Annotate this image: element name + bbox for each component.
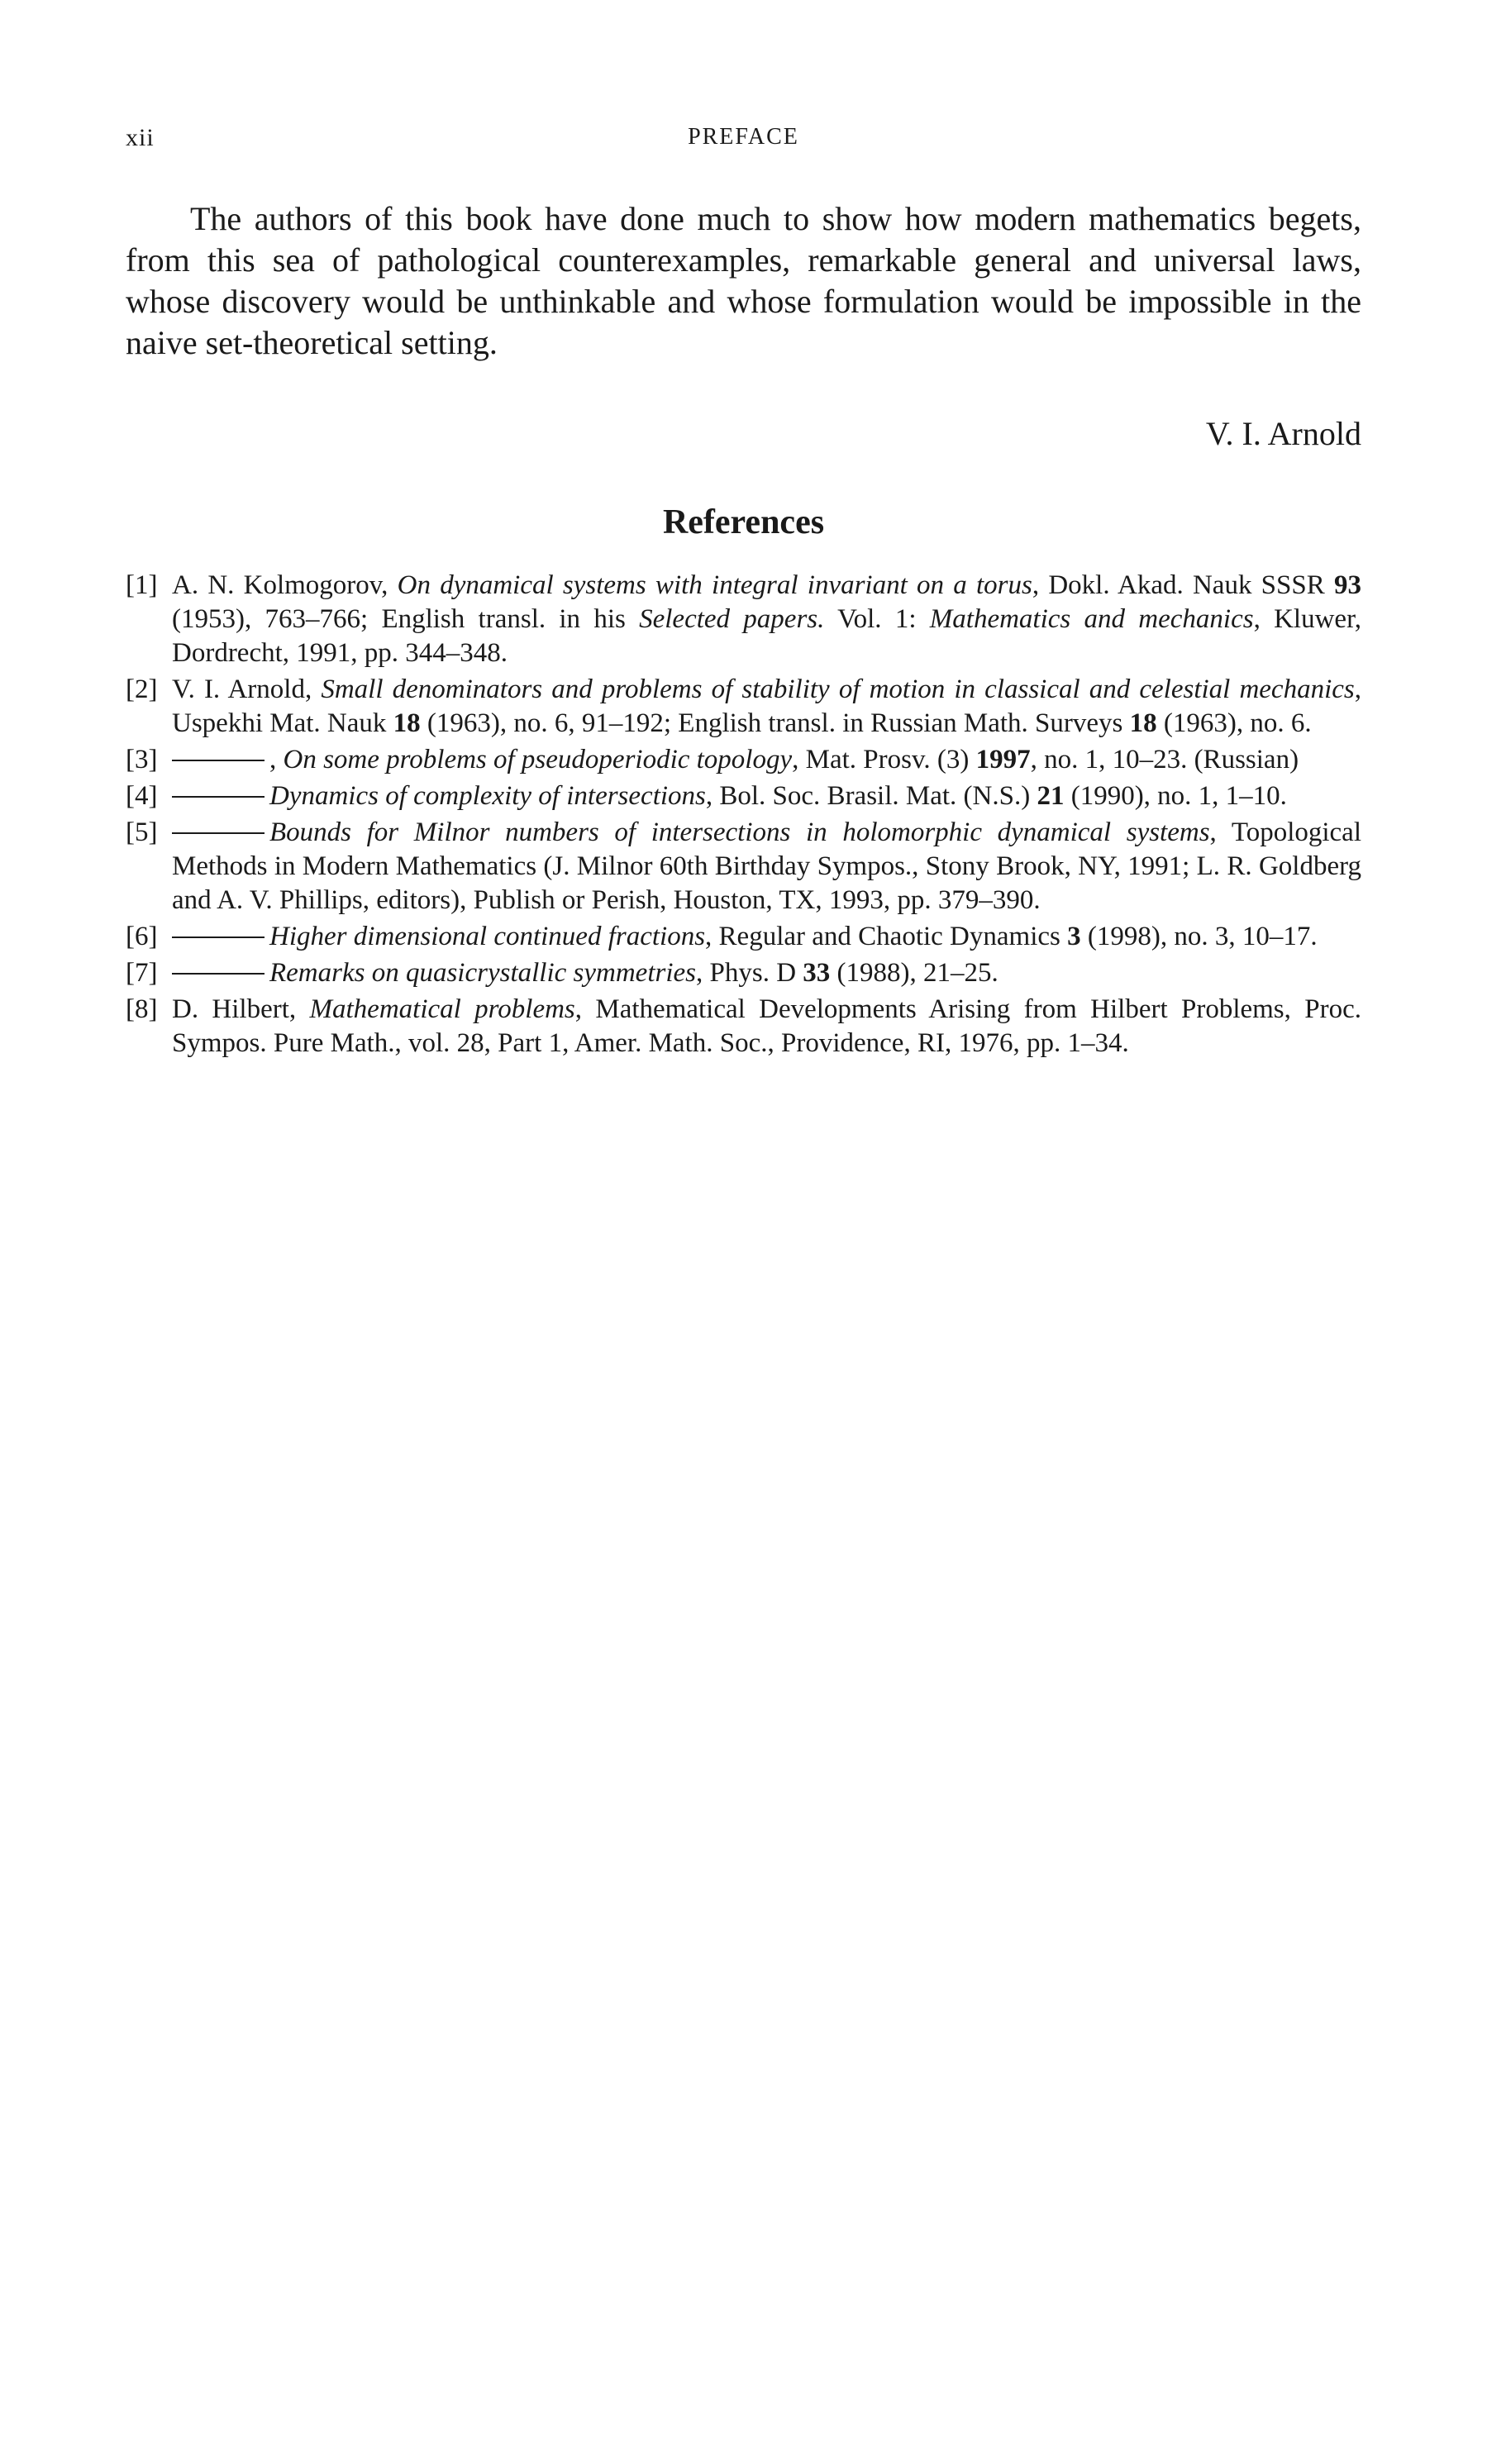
reference-title: Small denominators and problems of stability of motion in classical and celestial mechanics bbox=[321, 674, 1355, 704]
reference-author: D. Hilbert, bbox=[172, 994, 310, 1024]
reference-number: [8] bbox=[126, 994, 158, 1024]
reference-item bbox=[126, 956, 1361, 990]
reference-text bbox=[172, 993, 1361, 1060]
reference-title: On dynamical systems with integral invariant on a torus bbox=[397, 570, 1032, 600]
reference-source: , Mat. Prosv. (3) bbox=[792, 745, 976, 774]
reference-title: Dynamics of complexity of intersections bbox=[269, 781, 706, 811]
reference-title: Higher dimensional continued fractions bbox=[269, 922, 706, 951]
reference-volume: 33 bbox=[803, 958, 831, 988]
reference-source: (1988), 21–25. bbox=[830, 958, 998, 988]
ditto-dash bbox=[172, 760, 265, 761]
reference-item bbox=[126, 779, 1361, 813]
reference-source: (1963), no. 6, 91–192; English transl. in Russian Math. Surveys bbox=[420, 708, 1130, 738]
reference-number: [4] bbox=[126, 781, 158, 811]
reference-source: , Bol. Soc. Brasil. Mat. (N.S.) bbox=[705, 781, 1037, 811]
reference-number: [3] bbox=[126, 745, 158, 774]
reference-volume: 18 bbox=[1129, 708, 1157, 738]
references-list bbox=[126, 569, 1361, 1063]
reference-number: [2] bbox=[126, 674, 158, 704]
reference-author: A. N. Kolmogorov, bbox=[172, 570, 398, 600]
reference-item bbox=[126, 993, 1361, 1060]
reference-item bbox=[126, 743, 1361, 777]
ditto-dash bbox=[172, 973, 265, 975]
reference-author: V. I. Arnold, bbox=[172, 674, 322, 704]
reference-source: , Phys. D bbox=[696, 958, 803, 988]
reference-source: , Dokl. Akad. Nauk SSSR bbox=[1032, 570, 1334, 600]
reference-volume: 3 bbox=[1067, 922, 1081, 951]
author-signature: V. I. Arnold bbox=[1205, 415, 1361, 452]
reference-book-subtitle: Mathematics and mechanics bbox=[929, 604, 1254, 634]
reference-volume: 21 bbox=[1037, 781, 1065, 811]
reference-volume: 1997 bbox=[975, 745, 1031, 774]
reference-title: Remarks on quasicrystallic symmetries bbox=[269, 958, 696, 988]
preface-paragraph: The authors of this book have done much to show how modern mathematics begets, from this sea of pathological counterexamples, remarkable general and universal laws, whose discovery would be unthinkable and whose formulation would be impossible in the naive set-theoretical setting. bbox=[126, 200, 1361, 361]
reference-book-title: Selected papers. bbox=[639, 604, 825, 634]
reference-text bbox=[172, 779, 1361, 813]
reference-number: [1] bbox=[126, 570, 158, 600]
reference-source: , Kluwer, Dordrecht, 1991, pp. 344–348. bbox=[172, 604, 1361, 668]
reference-source: , no. 1, 10–23. (Russian) bbox=[1030, 745, 1299, 774]
reference-text bbox=[172, 816, 1361, 917]
reference-text bbox=[172, 569, 1361, 670]
reference-source: , Uspekhi Mat. Nauk bbox=[172, 674, 1361, 738]
reference-item bbox=[126, 569, 1361, 670]
reference-title: Bounds for Milnor numbers of intersections in holomorphic dynamical systems bbox=[269, 817, 1210, 847]
reference-text bbox=[172, 673, 1361, 741]
reference-source: (1990), no. 1, 1–10. bbox=[1064, 781, 1287, 811]
reference-source: (1998), no. 3, 10–17. bbox=[1080, 922, 1318, 951]
reference-text bbox=[172, 920, 1361, 954]
reference-volume: 18 bbox=[393, 708, 421, 738]
reference-source: (1963), no. 6. bbox=[1156, 708, 1312, 738]
reference-source: Vol. 1: bbox=[824, 604, 930, 634]
references-title: References bbox=[662, 503, 825, 541]
reference-item bbox=[126, 673, 1361, 741]
reference-item bbox=[126, 920, 1361, 954]
running-head: PREFACE bbox=[688, 124, 799, 150]
ditto-dash bbox=[172, 832, 265, 834]
reference-number: [6] bbox=[126, 922, 158, 951]
reference-title: Mathematical problems bbox=[309, 994, 575, 1024]
reference-source: , Topological Methods in Modern Mathematics (J. Milnor 60th Birthday Sympos., Stony Brook, NY, 1991; L. R. Goldberg and A. V. Phillips, editors), Publish or Perish, Houston, TX, 1993, pp. 379–390. bbox=[172, 817, 1361, 915]
reference-item bbox=[126, 816, 1361, 917]
page-header bbox=[126, 124, 1361, 157]
reference-text bbox=[172, 956, 1361, 990]
reference-volume: 93 bbox=[1333, 570, 1361, 600]
reference-source: (1953), 763–766; English transl. in his bbox=[172, 604, 640, 634]
reference-separator: , bbox=[269, 745, 284, 774]
reference-title: On some problems of pseudoperiodic topology bbox=[283, 745, 793, 774]
reference-source: , Regular and Chaotic Dynamics bbox=[705, 922, 1068, 951]
reference-source: , Mathematical Developments Arising from Hilbert Problems, Proc. Sympos. Pure Math., vol. 28, Part 1, Amer. Math. Soc., Providence, RI, 1976, pp. 1–34. bbox=[172, 994, 1361, 1058]
ditto-dash bbox=[172, 796, 265, 798]
reference-number: [5] bbox=[126, 817, 158, 847]
reference-number: [7] bbox=[126, 958, 158, 988]
ditto-dash bbox=[172, 937, 265, 938]
reference-text bbox=[172, 743, 1361, 777]
page-number: xii bbox=[126, 124, 155, 151]
